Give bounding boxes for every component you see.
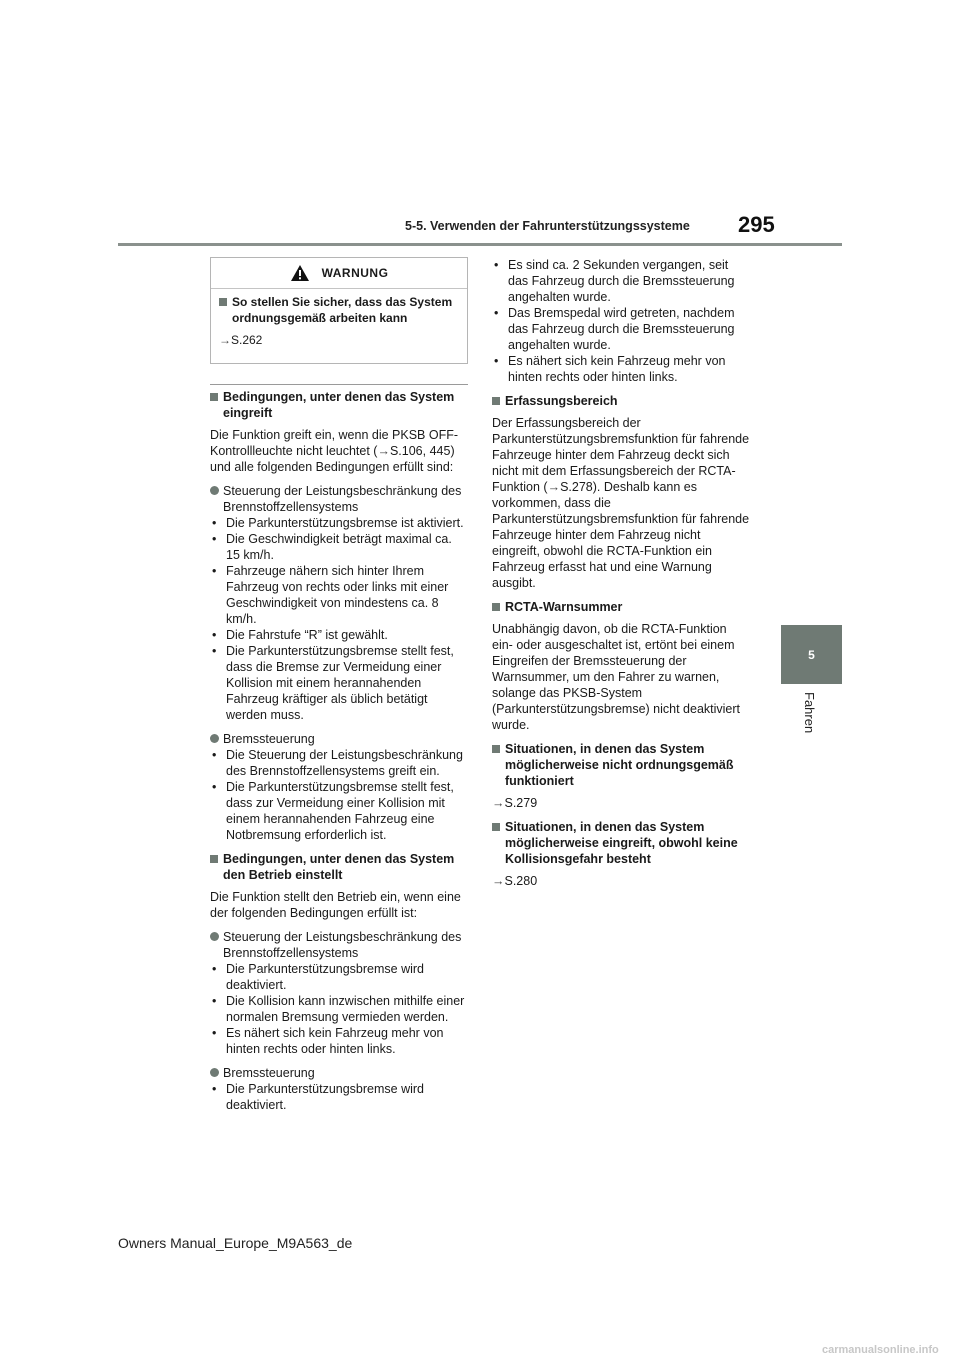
chapter-label: Fahren <box>802 692 817 734</box>
square-bullet-icon <box>210 393 218 401</box>
warning-title: WARNUNG <box>321 266 389 280</box>
list-item: • Die Parkunterstützungsbremse wird deaktiviert. <box>210 1081 468 1113</box>
list-item: • Die Parkunterstützungsbremse wird deaktiviert. <box>210 961 468 993</box>
section-text: Unabhängig davon, ob die RCTA-Funktion ein- oder ausgeschaltet ist, ertönt bei einem Eingreifen der Bremssteuerung der Warnsummer, um den Fahrer zu warnen, solange das PKSB-System (Parkunterstützungsbremse) nicht deaktiviert wurde. <box>492 622 741 732</box>
square-bullet-icon <box>219 298 227 306</box>
warning-header <box>211 258 467 289</box>
square-bullet-icon <box>492 603 500 611</box>
bullet-list <box>492 257 750 385</box>
chapter-number: 5 <box>808 647 815 662</box>
warning-reference-link[interactable]: →S.262 <box>219 333 263 347</box>
section-title: 5-5. Verwenden der Fahrunterstützungssysteme <box>405 219 690 233</box>
header-divider <box>118 243 842 246</box>
section-intro: Die Funktion greift ein, wenn die PKSB OFF-Kontrollleuchte nicht leuchtet (→S.106, 445) und alle folgenden Bedingungen erfüllt sind: <box>210 428 459 474</box>
page-reference-link[interactable]: S.278 <box>560 480 593 494</box>
square-bullet-icon <box>492 397 500 405</box>
circle-bullet-icon <box>210 734 219 743</box>
list-item: • Die Parkunterstützungsbremse stellt fest, dass zur Vermeidung einer Kollision mit einem herannahenden Fahrzeug eine Notbremsung erforderlich ist. <box>210 779 468 843</box>
bullet-list <box>210 1081 468 1113</box>
page-reference-link[interactable]: →S.279 <box>492 796 538 810</box>
circle-bullet-icon <box>210 1068 219 1077</box>
list-item: • Fahrzeuge nähern sich hinter Ihrem Fahrzeug von rechts oder links mit einer Geschwindigkeit von mindestens ca. 8 km/h. <box>210 563 468 627</box>
page-number: 295 <box>738 212 775 237</box>
list-item: • Die Fahrstufe “R” ist gewählt. <box>210 627 468 643</box>
section-heading-warnsummer: RCTA-Warnsummer <box>492 599 750 615</box>
circle-item: Steuerung der Leistungsbeschränkung des Brennstoffzellensystems <box>210 483 468 515</box>
section-heading-erfassungsbereich: Erfassungsbereich <box>492 393 750 409</box>
right-column <box>492 257 750 897</box>
square-bullet-icon <box>492 745 500 753</box>
section-intro: Die Funktion stellt den Betrieb ein, wenn eine der folgenden Bedingungen erfüllt ist: <box>210 890 461 920</box>
list-item: • Die Parkunterstützungsbremse ist aktiviert. <box>210 515 468 531</box>
warning-triangle-icon <box>290 264 310 282</box>
page-reference-link[interactable]: S.106, 445 <box>389 444 451 458</box>
circle-item: Steuerung der Leistungsbeschränkung des Brennstoffzellensystems <box>210 929 468 961</box>
page-reference-link[interactable]: →S.280 <box>492 874 538 888</box>
watermark: carmanualsonline.info <box>822 1344 939 1356</box>
list-item: • Es sind ca. 2 Sekunden vergangen, seit das Fahrzeug durch die Bremssteuerung angehalten wurde. <box>492 257 750 305</box>
footer-manual-id: Owners Manual_Europe_M9A563_de <box>118 1235 353 1251</box>
left-column <box>210 384 468 1121</box>
section-text: Der Erfassungsbereich der Parkunterstützungsbremsfunktion für fahrende Fahrzeuge hinter dem Fahrzeug deckt sich nicht mit dem Erfassungsbereich der RCTA-Funktion (→S.278). Deshalb kann es vorkommen, dass die Parkunterstützungsbremsfunktion für fahrende Fahrzeuge hinter dem Fahrzeug nicht eingreift, obwohl die RCTA-Funktion ein Fahrzeug erfasst hat und eine Warnung ausgibt. <box>492 416 750 590</box>
section-heading-keine-kollisionsgefahr: Situationen, in denen das System möglicherweise eingreift, obwohl keine Kollisionsgefahr besteht <box>492 819 750 867</box>
circle-bullet-icon <box>210 932 219 941</box>
chapter-tab[interactable] <box>781 625 842 684</box>
list-item: • Die Parkunterstützungsbremse stellt fest, dass die Bremse zur Vermeidung einer Kollision mit einem herannahenden Fahrzeug kräftiger als üblich betätigt werden muss. <box>210 643 468 723</box>
square-bullet-icon <box>210 855 218 863</box>
bullet-list <box>210 961 468 1057</box>
circle-item: Bremssteuerung <box>210 731 468 747</box>
warning-heading: So stellen Sie sicher, dass das System ordnungsgemäß arbeiten kann <box>219 294 459 326</box>
list-item: • Die Steuerung der Leistungsbeschränkung des Brennstoffzellensystems greift ein. <box>210 747 468 779</box>
list-item: • Es nähert sich kein Fahrzeug mehr von hinten rechts oder hinten links. <box>210 1025 468 1057</box>
circle-bullet-icon <box>210 486 219 495</box>
list-item: • Das Bremspedal wird getreten, nachdem das Fahrzeug durch die Bremssteuerung angehalten wurde. <box>492 305 750 353</box>
list-item: • Es nähert sich kein Fahrzeug mehr von hinten rechts oder hinten links. <box>492 353 750 385</box>
section-heading-betrieb: Bedingungen, unter denen das System den Betrieb einstellt <box>210 851 468 883</box>
bullet-list <box>210 747 468 843</box>
list-item: • Die Geschwindigkeit beträgt maximal ca. 15 km/h. <box>210 531 468 563</box>
bullet-list <box>210 515 468 723</box>
section-heading-eingreift: Bedingungen, unter denen das System eingreift <box>210 389 468 421</box>
warning-body <box>211 289 467 348</box>
section-heading-nicht-ordnungsgemaess: Situationen, in denen das System möglicherweise nicht ordnungsgemäß funktioniert <box>492 741 750 789</box>
warning-box <box>210 257 468 364</box>
square-bullet-icon <box>492 823 500 831</box>
circle-item: Bremssteuerung <box>210 1065 468 1081</box>
list-item: • Die Kollision kann inzwischen mithilfe einer normalen Bremsung vermieden werden. <box>210 993 468 1025</box>
